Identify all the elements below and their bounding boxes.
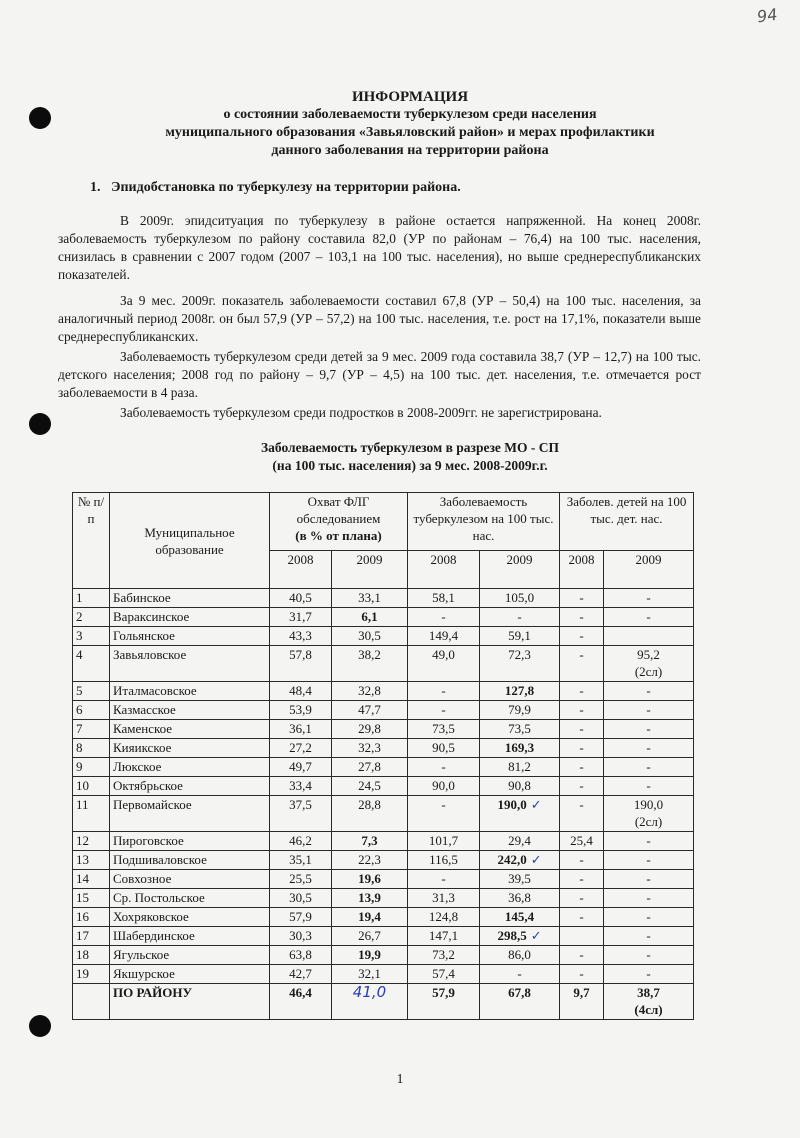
morb-2009: 105,0: [480, 589, 560, 608]
flg-2008: 35,1: [270, 851, 332, 870]
title-line-2: муниципального образования «Завьяловский район» и мерах профилактики: [165, 125, 655, 140]
flg-2009: 19,6: [332, 870, 408, 889]
table-row: [73, 796, 694, 832]
municipality-name: Октябрьское: [110, 777, 270, 796]
municipality-name: Завьяловское: [110, 646, 270, 682]
morb-2008: -: [408, 796, 480, 832]
flg-2008: 40,5: [270, 589, 332, 608]
flg-2009: 29,8: [332, 720, 408, 739]
paragraph-1: В 2009г. эпидситуация по туберкулезу в районе остается напряженной. На конец 2008г. заболеваемость туберкулезом по району составила 82,0 (УР по районам – 76,4) на 100 тыс. населения, снизилась в сравнении с 2007 годом (2007 – 103,1 на 100 тыс. населения), но выше среднереспубликанских показателей.: [58, 213, 701, 282]
row-number: 19: [73, 965, 110, 984]
morb-2008: 58,1: [408, 589, 480, 608]
table-row: [73, 889, 694, 908]
morb-2008: 149,4: [408, 627, 480, 646]
child-2008: -: [560, 851, 604, 870]
header-year: 2009: [332, 551, 408, 589]
child-2009: -: [604, 720, 694, 739]
child-2008: -: [560, 777, 604, 796]
municipality-name: Люкское: [110, 758, 270, 777]
flg-2009: 27,8: [332, 758, 408, 777]
flg-2008: 31,7: [270, 608, 332, 627]
municipality-name: Гольянское: [110, 627, 270, 646]
paragraph-3: Заболеваемость туберкулезом среди детей за 9 мес. 2009 года составила 38,7 (УР – 12,7) на 100 тыс. детского населения; 2008 год по району – 9,7 (УР – 4,5) на 100 тыс. дет. населения, т.е. отмечается рост заболеваемости в 4 раза.: [58, 349, 701, 400]
checkmark-icon: ✓: [530, 853, 542, 868]
flg-2008: 36,1: [270, 720, 332, 739]
row-number: 14: [73, 870, 110, 889]
flg-2008: 30,3: [270, 927, 332, 946]
child-2009: -: [604, 739, 694, 758]
flg-2008: 37,5: [270, 796, 332, 832]
child-2009: -: [604, 832, 694, 851]
row-number: 15: [73, 889, 110, 908]
row-number: 6: [73, 701, 110, 720]
flg-2008: 30,5: [270, 889, 332, 908]
row-number: 1: [73, 589, 110, 608]
flg-2009: 22,3: [332, 851, 408, 870]
morb-2008: 124,8: [408, 908, 480, 927]
row-number: 13: [73, 851, 110, 870]
flg-2009: 47,7: [332, 701, 408, 720]
row-number: 5: [73, 682, 110, 701]
flg-2008: 46,2: [270, 832, 332, 851]
total-child-2009: 38,7 (4сл): [604, 984, 694, 1020]
morb-2008: -: [408, 682, 480, 701]
table-body: [73, 589, 694, 984]
child-2008: -: [560, 627, 604, 646]
morb-2008: 116,5: [408, 851, 480, 870]
flg-2008: 27,2: [270, 739, 332, 758]
municipality-name: Ср. Постольское: [110, 889, 270, 908]
morb-2008: -: [408, 701, 480, 720]
section-number: 1.: [90, 180, 101, 195]
flg-2008: 63,8: [270, 946, 332, 965]
municipality-name: Подшиваловское: [110, 851, 270, 870]
section-heading: [90, 180, 461, 196]
child-2008: -: [560, 758, 604, 777]
municipality-name: Шабердинское: [110, 927, 270, 946]
flg-2009: 19,4: [332, 908, 408, 927]
table-row: [73, 682, 694, 701]
morb-2008: 73,2: [408, 946, 480, 965]
table-row: [73, 720, 694, 739]
table-row: [73, 701, 694, 720]
flg-2009: 26,7: [332, 927, 408, 946]
flg-2008: 57,8: [270, 646, 332, 682]
section-title: Эпидобстановка по туберкулезу на территории района.: [111, 180, 461, 195]
morb-2009: 79,9: [480, 701, 560, 720]
flg-2009: 32,1: [332, 965, 408, 984]
flg-2008: 48,4: [270, 682, 332, 701]
header-mo: Муниципальное образование: [110, 493, 270, 589]
morb-2008: 90,0: [408, 777, 480, 796]
total-label: ПО РАЙОНУ: [110, 984, 270, 1020]
child-2009: -: [604, 946, 694, 965]
morb-2008: 31,3: [408, 889, 480, 908]
municipality-name: Каменское: [110, 720, 270, 739]
flg-2009: 32,8: [332, 682, 408, 701]
child-2008: [560, 927, 604, 946]
total-child-2008: 9,7: [560, 984, 604, 1020]
morb-2008: 90,5: [408, 739, 480, 758]
total-morb-2008: 57,9: [408, 984, 480, 1020]
morb-2008: 147,1: [408, 927, 480, 946]
table-row: [73, 908, 694, 927]
table-row: [73, 646, 694, 682]
title-main: ИНФОРМАЦИЯ: [351, 89, 469, 105]
handwritten-total-flg-2009: 41,0: [352, 983, 387, 1001]
municipality-name: Пироговское: [110, 832, 270, 851]
child-2008: -: [560, 908, 604, 927]
paragraph-2: За 9 мес. 2009г. показатель заболеваемости составил 67,8 (УР – 50,4) на 100 тыс. населения, за аналогичный период 2008г. он был 57,9 (УР – 57,2) на 100 тыс. населения, т.е. рост на 17,1%, показатели выше среднереспубликанских.: [58, 293, 701, 344]
child-2008: -: [560, 646, 604, 682]
child-2009: -: [604, 927, 694, 946]
morb-2009: 72,3: [480, 646, 560, 682]
checkmark-icon: ✓: [530, 798, 542, 813]
morb-2008: 101,7: [408, 832, 480, 851]
morb-2009: 90,8: [480, 777, 560, 796]
morbidity-table: [72, 492, 694, 1020]
flg-2008: 53,9: [270, 701, 332, 720]
row-number: 11: [73, 796, 110, 832]
child-2008: -: [560, 739, 604, 758]
child-2008: -: [560, 965, 604, 984]
row-number: 7: [73, 720, 110, 739]
morb-2009: 59,1: [480, 627, 560, 646]
flg-2008: 42,7: [270, 965, 332, 984]
row-number: 12: [73, 832, 110, 851]
child-2008: -: [560, 608, 604, 627]
morb-2009: 169,3: [480, 739, 560, 758]
row-number: 10: [73, 777, 110, 796]
flg-2009: 28,8: [332, 796, 408, 832]
municipality-name: Кияикское: [110, 739, 270, 758]
morb-2009: 242,0 ✓: [480, 851, 560, 870]
header-morbidity: Заболеваемость туберкулезом на 100 тыс. нас.: [408, 493, 560, 551]
checkmark-icon: ✓: [530, 929, 542, 944]
flg-2009: 30,5: [332, 627, 408, 646]
flg-2008: 49,7: [270, 758, 332, 777]
header-year: 2008: [270, 551, 332, 589]
municipality-name: Хохряковское: [110, 908, 270, 927]
child-2009: 95,2 (2сл): [604, 646, 694, 682]
flg-2009: 7,3: [332, 832, 408, 851]
table-row: [73, 832, 694, 851]
morb-2008: -: [408, 870, 480, 889]
morb-2009: 86,0: [480, 946, 560, 965]
header-year: 2008: [560, 551, 604, 589]
municipality-name: Италмасовское: [110, 682, 270, 701]
child-2009: -: [604, 701, 694, 720]
punch-hole: [29, 107, 51, 129]
flg-2009: 13,9: [332, 889, 408, 908]
punch-hole: [29, 1015, 51, 1037]
child-2008: -: [560, 946, 604, 965]
morb-2009: -: [480, 965, 560, 984]
child-2008: -: [560, 796, 604, 832]
document-title: [60, 88, 760, 160]
child-2009: 190,0 (2сл): [604, 796, 694, 832]
table-row: [73, 965, 694, 984]
morb-2008: 57,4: [408, 965, 480, 984]
child-2009: -: [604, 608, 694, 627]
table-row: [73, 758, 694, 777]
flg-2008: 25,5: [270, 870, 332, 889]
table-row: [73, 627, 694, 646]
table-row: [73, 608, 694, 627]
child-2009: -: [604, 889, 694, 908]
child-2008: -: [560, 889, 604, 908]
flg-2009: 33,1: [332, 589, 408, 608]
header-year: 2009: [604, 551, 694, 589]
table-row: [73, 851, 694, 870]
morb-2009: 298,5 ✓: [480, 927, 560, 946]
row-number: 8: [73, 739, 110, 758]
flg-2008: 57,9: [270, 908, 332, 927]
municipality-name: Бабинское: [110, 589, 270, 608]
child-2009: -: [604, 965, 694, 984]
morb-2009: 127,8: [480, 682, 560, 701]
child-2008: -: [560, 870, 604, 889]
page-number: 1: [396, 1072, 404, 1087]
morb-2009: 81,2: [480, 758, 560, 777]
child-2009: -: [604, 851, 694, 870]
row-number: 18: [73, 946, 110, 965]
morb-2009: 39,5: [480, 870, 560, 889]
flg-2009: 6,1: [332, 608, 408, 627]
flg-2008: 33,4: [270, 777, 332, 796]
morb-2008: -: [408, 758, 480, 777]
morb-2009: 190,0 ✓: [480, 796, 560, 832]
morb-2008: 73,5: [408, 720, 480, 739]
municipality-name: Первомайское: [110, 796, 270, 832]
paragraph-4: Заболеваемость туберкулезом среди подростков в 2008-2009гг. не зарегистрирована.: [120, 405, 602, 420]
header-year: 2008: [408, 551, 480, 589]
morb-2009: 73,5: [480, 720, 560, 739]
total-flg-2008: 46,4: [270, 984, 332, 1020]
title-line-3: данного заболевания на территории района: [271, 143, 549, 158]
row-number: 3: [73, 627, 110, 646]
row-number: 9: [73, 758, 110, 777]
child-2008: -: [560, 589, 604, 608]
total-morb-2009: 67,8: [480, 984, 560, 1020]
header-children: Заболев. детей на 100 тыс. дет. нас.: [560, 493, 694, 551]
total-row: [73, 984, 694, 1020]
header-flg: Охват ФЛГ обследованием (в % от плана): [270, 493, 408, 551]
municipality-name: Казмасское: [110, 701, 270, 720]
child-2009: -: [604, 870, 694, 889]
row-number: 2: [73, 608, 110, 627]
morb-2009: 36,8: [480, 889, 560, 908]
row-number: 4: [73, 646, 110, 682]
row-number: 16: [73, 908, 110, 927]
row-number: 17: [73, 927, 110, 946]
title-line-1: о состоянии заболеваемости туберкулезом среди населения: [223, 107, 597, 122]
municipality-name: Ягульское: [110, 946, 270, 965]
child-2008: -: [560, 720, 604, 739]
morb-2009: 145,4: [480, 908, 560, 927]
header-year: 2009: [480, 551, 560, 589]
child-2008: 25,4: [560, 832, 604, 851]
child-2009: -: [604, 682, 694, 701]
municipality-name: Вараксинское: [110, 608, 270, 627]
municipality-name: Якшурское: [110, 965, 270, 984]
flg-2009: 38,2: [332, 646, 408, 682]
table-row: [73, 739, 694, 758]
morb-2008: 49,0: [408, 646, 480, 682]
table-row: [73, 946, 694, 965]
table-row: [73, 927, 694, 946]
table-row: [73, 870, 694, 889]
child-2008: -: [560, 682, 604, 701]
flg-2008: 43,3: [270, 627, 332, 646]
table-title: Заболеваемость туберкулезом в разрезе МО - СП (на 100 тыс. населения) за 9 мес. 2008-2009г.г.: [261, 440, 559, 473]
child-2008: -: [560, 701, 604, 720]
child-2009: [604, 627, 694, 646]
child-2009: -: [604, 777, 694, 796]
handwritten-page-number: 94: [755, 4, 779, 27]
table-row: [73, 777, 694, 796]
flg-2009: 32,3: [332, 739, 408, 758]
morb-2009: 29,4: [480, 832, 560, 851]
child-2009: -: [604, 908, 694, 927]
child-2009: -: [604, 589, 694, 608]
municipality-name: Совхозное: [110, 870, 270, 889]
flg-2009: 19,9: [332, 946, 408, 965]
morb-2008: -: [408, 608, 480, 627]
child-2009: -: [604, 758, 694, 777]
morb-2009: -: [480, 608, 560, 627]
flg-2009: 24,5: [332, 777, 408, 796]
punch-hole: [29, 413, 51, 435]
table-row: [73, 589, 694, 608]
header-num: № п/п: [73, 493, 110, 589]
